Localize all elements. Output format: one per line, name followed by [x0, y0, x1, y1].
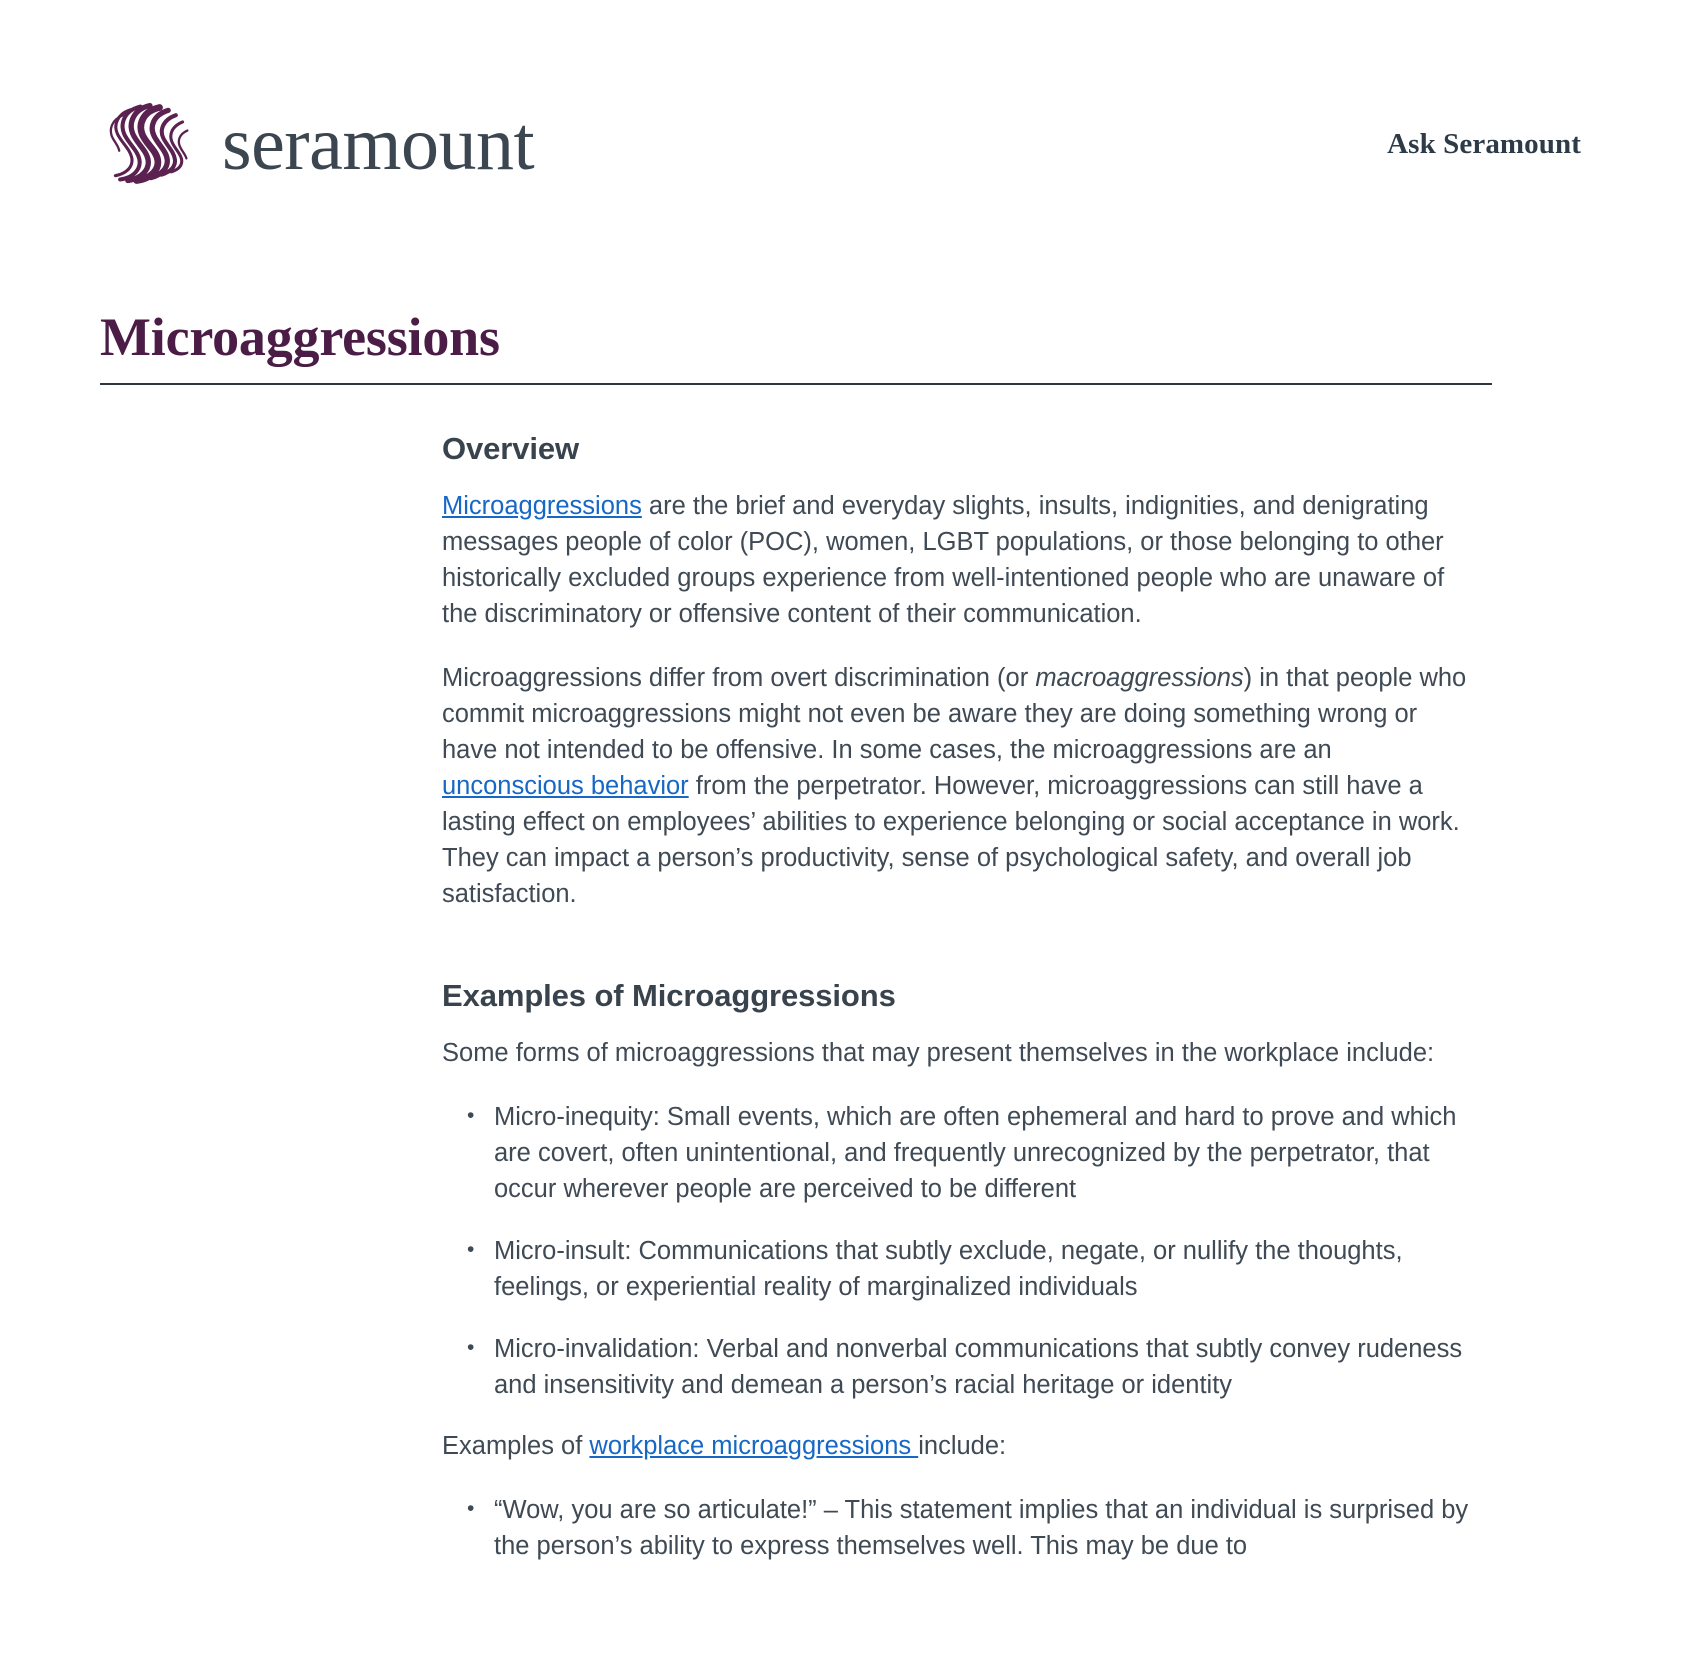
unconscious-behavior-link[interactable]: unconscious behavior	[442, 771, 689, 800]
seramount-swirl-logo-icon	[100, 96, 196, 192]
macroaggressions-emphasis: macroaggressions	[1035, 664, 1244, 692]
overview-paragraph-2-part1: Microaggressions differ from overt discrimination (or	[442, 664, 1036, 692]
list-item: • Micro-insult: Communications that subtly exclude, negate, or nullify the thoughts, feelings, or experiential reality of marginalized individuals	[442, 1234, 1477, 1306]
article-body	[442, 430, 1477, 1591]
workplace-examples-intro-before: Examples of	[442, 1432, 590, 1461]
workplace-microaggressions-link[interactable]: workplace microaggressions	[589, 1432, 919, 1461]
brand-name: seramount	[222, 102, 535, 186]
list-item: • Micro-inequity: Small events, which are often ephemeral and hard to prove and which are covert, often unintentional, and frequently unrecognized by the perpetrator, that occur wherever people are perceived to be different	[442, 1100, 1477, 1208]
workplace-examples-intro	[442, 1429, 1477, 1465]
page-header	[0, 84, 1685, 204]
page-title: Microaggressions	[100, 307, 500, 367]
ask-seramount-link[interactable]: Ask Seramount	[1387, 127, 1581, 160]
microaggression-forms-list	[442, 1100, 1477, 1404]
overview-paragraph-1	[442, 489, 1477, 633]
workplace-examples-list	[442, 1493, 1477, 1565]
overview-paragraph-2-part3: from the perpetrator. However, microaggressions can still have a lasting effect on employees’ abilities to experience belonging or social acceptance in work. They can impact a person’s productivity, sense of psychological safety, and overall job satisfaction.	[442, 771, 1460, 908]
list-item: • “Wow, you are so articulate!” – This statement implies that an individual is surprised by the person’s ability to express themselves well. This may be due to	[442, 1493, 1477, 1565]
section-heading-overview: Overview	[442, 431, 580, 466]
section-heading-examples: Examples of Microaggressions	[442, 977, 896, 1013]
title-divider	[100, 383, 1492, 385]
title-block	[100, 306, 1492, 393]
overview-paragraph-1-text: are the brief and everyday slights, insults, indignities, and denigrating messages people of color (POC), women, LGBT populations, or those belonging to other historically excluded groups experience from well-intentioned people who are unaware of the discriminatory or offensive content of their communication.	[442, 492, 1445, 629]
overview-paragraph-2	[442, 661, 1477, 913]
overview-paragraph-2-part2: ) in that people who commit microaggressions might not even be aware they are doing something wrong or have not intended to be offensive. In some cases, the microaggressions are an	[442, 664, 1467, 764]
examples-lead-in: Some forms of microaggressions that may present themselves in the workplace include:	[442, 1038, 1435, 1067]
workplace-examples-intro-after: include:	[918, 1432, 1007, 1461]
brand-lockup[interactable]	[100, 96, 534, 192]
list-item: • Micro-invalidation: Verbal and nonverbal communications that subtly convey rudeness and insensitivity and demean a person’s racial heritage or identity	[442, 1332, 1477, 1404]
microaggressions-definition-link[interactable]: Microaggressions	[442, 492, 642, 521]
